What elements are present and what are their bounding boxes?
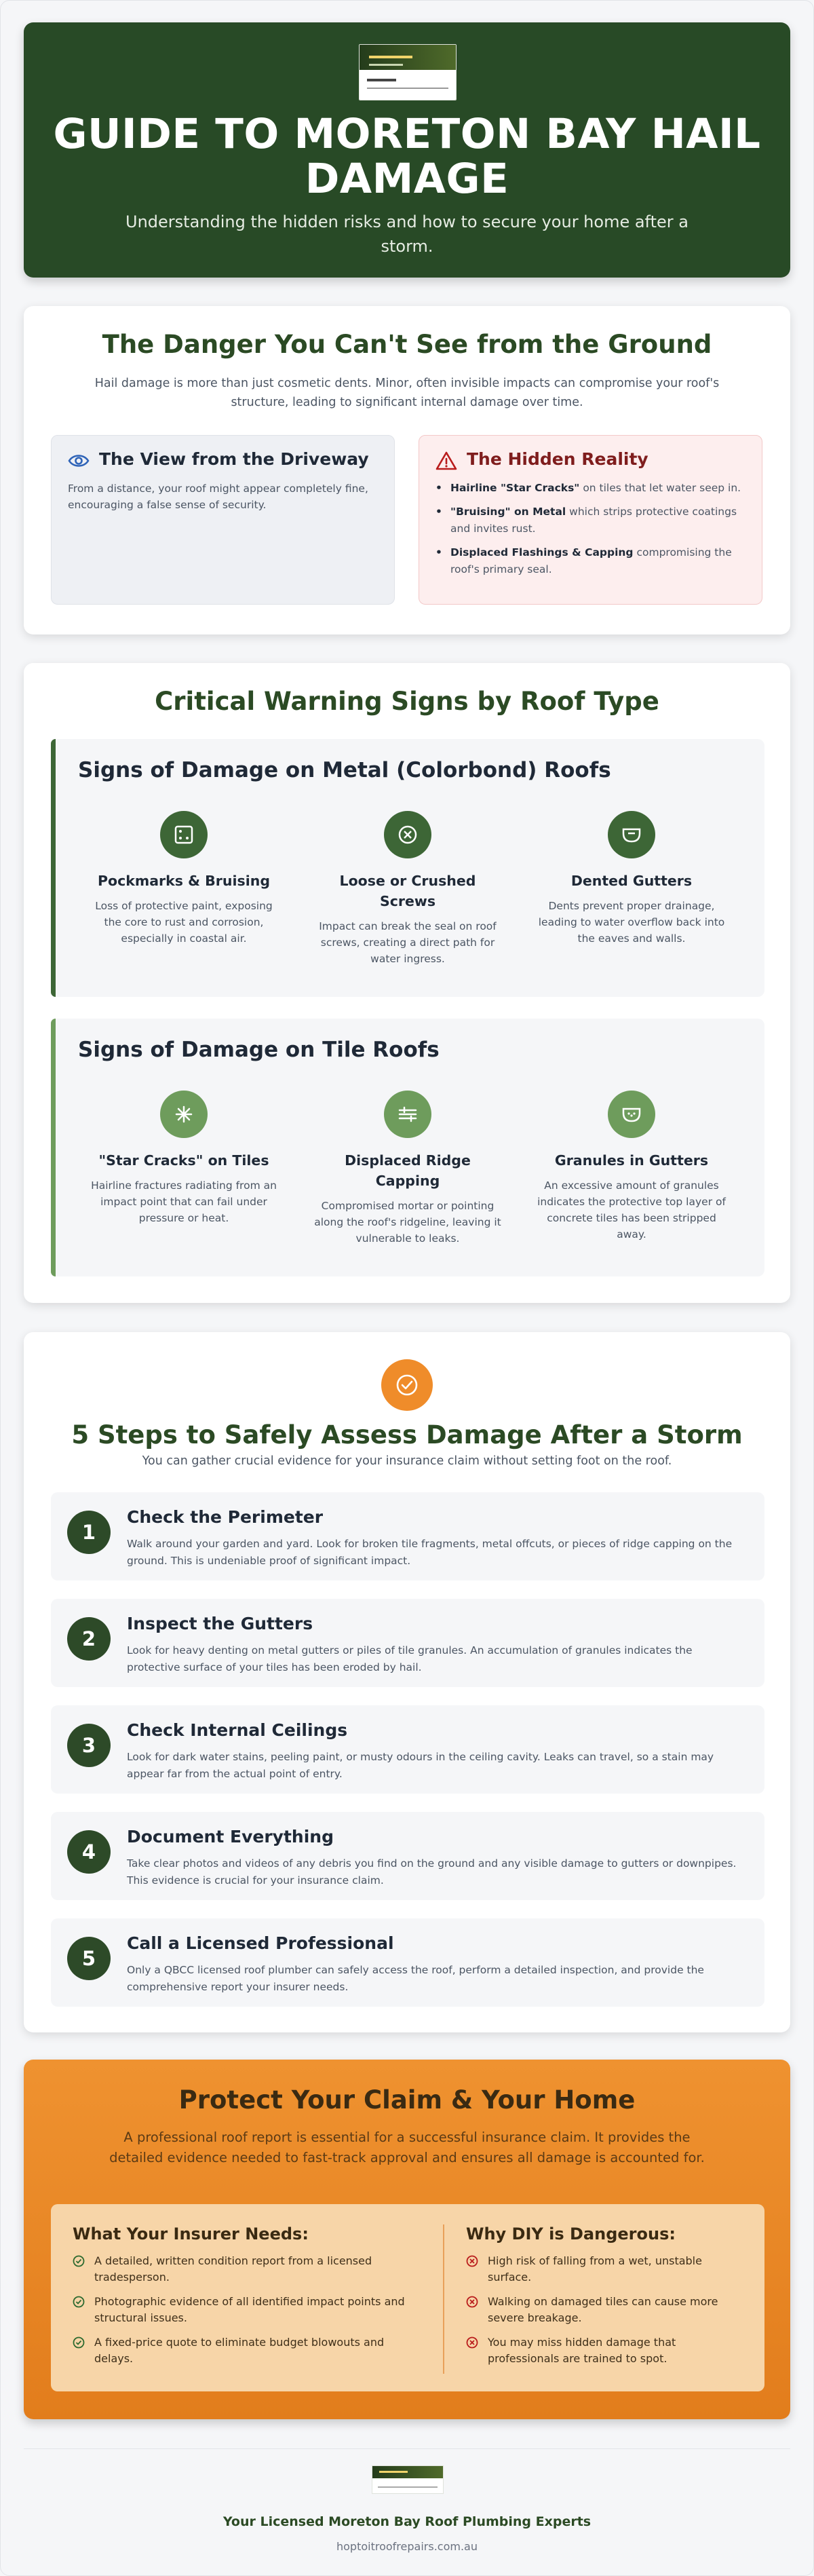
check-circle-icon [381,1359,433,1411]
x-circle-icon [466,2336,478,2349]
driveway-view-title: The View from the Driveway [99,449,369,469]
protect-claim-section [24,2060,790,2419]
list-item: A detailed, written condition report from a licensed tradesperson. [73,2253,425,2286]
step-text: Look for dark water stains, peeling paint, or musty odours in the ceiling cavity. Leaks can travel, so a stain may appear far from the actual point of entry. [127,1751,714,1780]
divider [443,2224,444,2374]
metal-item-gutters [537,811,726,947]
driveway-view-text: From a distance, your roof might appear completely fine, encouraging a false sense of security. [68,482,368,511]
footer-url-link[interactable]: hoptoitroofrepairs.com.au [336,2540,478,2553]
protect-details-panel [51,2204,764,2391]
list-item: • "Bruising" on Metal which strips protective coatings and invites rust. [435,504,754,537]
item-title: Dented Gutters [570,873,693,889]
protect-intro: A professional roof report is essential for a successful insurance claim. It provides the detailed evidence needed to fast-track approval and ensures all damage is accounted for. [109,2129,705,2165]
assessment-steps-section [24,1332,790,2032]
check-circle-icon [73,2296,85,2308]
page-title: GUIDE TO MORETON BAY HAIL DAMAGE [53,110,761,203]
protect-title: Protect Your Claim & Your Home [178,2085,636,2115]
item-text: An excessive amount of granules indicates the protective top layer of concrete tiles has been stripped away. [537,1179,726,1240]
list-item: • Hairline "Star Cracks" on tiles that let water seep in. [435,480,754,497]
screw-x-icon [384,811,431,858]
item-text: Hairline fractures radiating from an impact point that can fail under pressure or heat. [91,1179,277,1224]
warning-triangle-icon [435,451,457,471]
step-text: Walk around your garden and yard. Look for broken tile fragments, metal offcuts, or pieces of ridge capping on the ground. This is undeniable proof of significant impact. [127,1538,733,1567]
tile-item-granules [537,1091,726,1243]
hero-banner [24,22,790,278]
item-text: Compromised mortar or pointing along the roof's ridgeline, leaving it vulnerable to leaks. [314,1200,501,1245]
step-title: Document Everything [127,1827,334,1846]
check-circle-icon [73,2336,85,2349]
item-title: Granules in Gutters [554,1152,709,1169]
step-item [51,1705,764,1794]
granules-icon [608,1091,655,1138]
danger-title: The Danger You Can't See from the Ground [102,330,712,359]
hero-subtitle: Understanding the hidden risks and how to secure your home after a storm. [125,212,689,256]
list-item: Walking on damaged tiles can cause more severe breakage. [466,2294,744,2326]
step-number: 2 [67,1617,111,1661]
warning-signs-section [24,663,790,1303]
list-item: • Displaced Flashings & Capping compromising the roof's primary seal. [435,544,754,578]
step-item [51,1812,764,1900]
step-text: Take clear photos and videos of any debris you find on the ground and any visible damage to gutters or downpipes. This evidence is crucial for your insurance claim. [127,1857,737,1887]
steps-intro: You can gather crucial evidence for your insurance claim without setting foot on the roof. [142,1454,672,1468]
list-item: A fixed-price quote to eliminate budget blowouts and delays. [73,2334,425,2367]
insurer-needs-title: What Your Insurer Needs: [73,2224,309,2243]
item-title: Displaced Ridge Capping [345,1152,471,1189]
step-number: 4 [67,1830,111,1874]
x-circle-icon [466,2255,478,2267]
step-title: Call a Licensed Professional [127,1933,394,1953]
step-item [51,1599,764,1687]
item-title: Loose or Crushed Screws [339,873,476,909]
tile-item-star-cracks [89,1091,279,1226]
x-circle-icon [466,2296,478,2308]
step-title: Check Internal Ceilings [127,1720,348,1740]
item-text: Impact can break the seal on roof screws, creating a direct path for water ingress. [319,920,497,965]
step-title: Check the Perimeter [127,1507,324,1527]
step-text: Look for heavy denting on metal gutters or piles of tile granules. An accumulation of granules indicates the protective surface of your tiles has been eroded by hail. [127,1644,693,1673]
step-number: 1 [67,1511,111,1554]
item-title: Pockmarks & Bruising [97,873,271,889]
footer-tagline: Your Licensed Moreton Bay Roof Plumbing Experts [222,2514,592,2529]
diy-danger-title: Why DIY is Dangerous: [466,2224,676,2243]
diy-danger-list [466,2253,744,2375]
check-circle-icon [73,2255,85,2267]
metal-roof-title: Signs of Damage on Metal (Colorbond) Roofs [78,758,611,782]
driveway-view-card [51,435,395,605]
insurer-needs-list [73,2253,425,2375]
tile-roof-panel [51,1019,764,1276]
steps-title: 5 Steps to Safely Assess Damage After a Storm [71,1420,743,1450]
dice-icon [160,811,208,858]
tile-roof-title: Signs of Damage on Tile Roofs [78,1038,440,1062]
step-text: Only a QBCC licensed roof plumber can safely access the roof, perform a detailed inspection, and provide the comprehensive report your insurer needs. [127,1964,704,1993]
star-crack-icon [160,1091,208,1138]
tile-item-ridge-capping [313,1091,503,1247]
danger-intro: Hail damage is more than just cosmetic dents. Minor, often invisible impacts can compromise your roof's structure, leading to significant internal damage over time. [94,377,720,409]
metal-item-screws [313,811,503,967]
step-number: 5 [67,1937,111,1980]
footer-divider [24,2448,790,2449]
eye-icon [68,451,90,471]
item-title: "Star Cracks" on Tiles [98,1152,269,1169]
hidden-reality-title: The Hidden Reality [467,449,648,469]
hidden-reality-card [419,435,762,605]
item-text: Loss of protective paint, exposing the core to rust and corrosion, especially in coastal air. [95,900,273,945]
step-item [51,1492,764,1580]
warning-title: Critical Warning Signs by Roof Type [155,687,659,716]
danger-section [24,306,790,634]
step-number: 3 [67,1724,111,1767]
step-item [51,1918,764,2007]
metal-item-pockmarks [89,811,279,947]
metal-roof-panel [51,739,764,997]
step-title: Inspect the Gutters [127,1614,313,1633]
company-logo[interactable] [372,2465,444,2494]
ridge-sliders-icon [384,1091,431,1138]
list-item: Photographic evidence of all identified impact points and structural issues. [73,2294,425,2326]
hidden-reality-list [435,480,754,585]
list-item: High risk of falling from a wet, unstable surface. [466,2253,744,2286]
item-text: Dents prevent proper drainage, leading to water overflow back into the eaves and walls. [538,900,725,945]
list-item: You may miss hidden damage that professionals are trained to spot. [466,2334,744,2367]
company-logo[interactable] [359,44,457,100]
gutter-icon [608,811,655,858]
